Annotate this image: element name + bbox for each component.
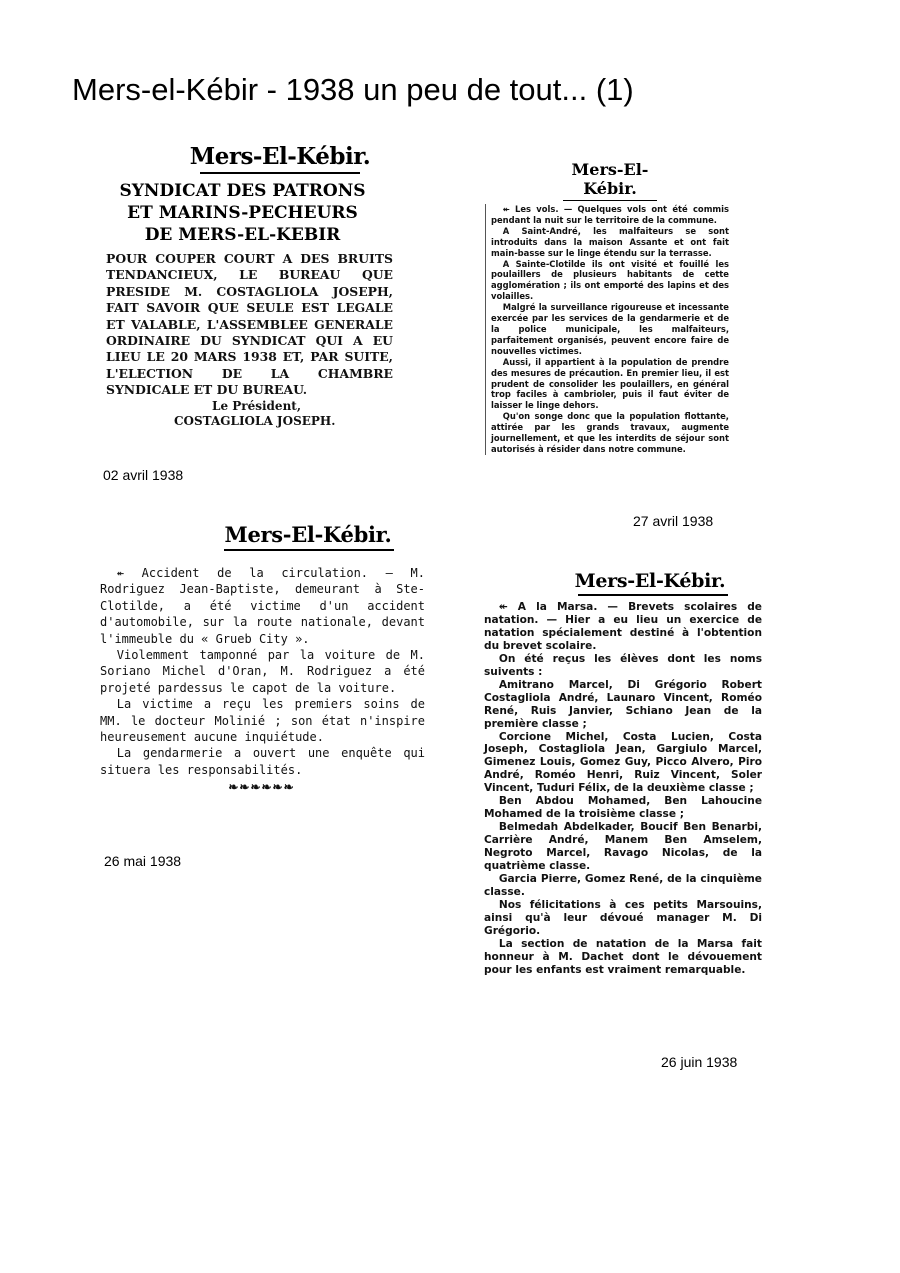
paragraph: Belmedah Abdelkader, Boucif Ben Benarbi, Carrière André, Manem Ben Amselem, Negroto Marcel, Ravago Nicolas, de la quatrième classe. [484,821,762,873]
clipping-header: Mers-El-Kébir. [224,522,392,547]
article-body [98,565,425,778]
paragraph: On été reçus les élèves dont les noms suivents : [484,652,762,678]
paragraph: La victime a reçu les premiers soins de MM. le docteur Molinié ; son état n'inspire heureusement aucune inquiétude. [100,697,425,745]
paragraph: La gendarmerie a ouvert une enquête qui situera les responsabilités. [100,746,425,777]
paragraph: La section de natation de la Marsa fait honneur à M. Dachet dont le dévouement pour les enfants est vraiment remarquable. [484,937,762,976]
clipping-syndicat [90,143,395,429]
paragraph: ↞ A la Marsa. — Brevets scolaires de natation. — Hier a eu lieu un exercice de natation spécialement destiné à l'obtention du brevet scolaire. [484,601,762,652]
paragraph: A Sainte-Clotilde ils ont visité et fouillé les poulaillers de plusieurs habitants de cette agglomération ; ils ont emporté des lapins et des volailles. [491,258,729,302]
header-rule [200,172,360,174]
paragraph: Garcia Pierre, Gomez René, de la cinquième classe. [484,873,762,898]
page-title: Mers-el-Kébir - 1938 un peu de tout... (1) [72,72,634,107]
paragraph: ↞ Accident de la circulation. — M. Rodriguez Jean-Baptiste, demeurant à Ste-Clotilde, a été victime d'un accident d'automobile, sur la route nationale, devant l'immeuble du « Grueb City ». [100,566,425,646]
paragraph: Nos félicitations à ces petits Marsouins, ainsi qu'à leur dévoué manager M. Di Grégorio. [484,898,762,937]
signature-title: Le Président, [212,398,302,413]
paragraph: Amitrano Marcel, Di Grégorio Robert Costagliola André, Launaro Vincent, Roméo René, Ruis Janvier, Schiano Jean de la première classe ; [484,678,762,730]
clipping-accident [98,522,425,795]
notice-body: POUR COUPER COURT A DES BRUITS TENDANCIEUX, LE BUREAU QUE PRESIDE M. COSTAGLIOLA JOSEPH, FAIT SAVOIR QUE SEULE EST LEGALE ET VALABLE, L'ASSEMBLEE GENERALE ORDINAIRE DU SYNDICAT QUI A EU LIEU LE 20 MARS 1938 ET, PAR SUITE, L'ELECTION DE LA CHAMBRE SYNDICALE ET DU BUREAU. [106,251,393,398]
header-rule [578,594,728,596]
header-rule [224,549,394,551]
paragraph: Corcione Michel, Costa Lucien, Costa Joseph, Costagliola Jean, Gargiulo Marcel, Gimenez Louis, Gomez Guy, Picco Alvero, Piro André, Roméo Henri, Ruiz Vincent, Soler Vincent, Tuduri Félix, de la deuxième classe ; [484,730,762,795]
header-rule [563,200,657,201]
paragraph: Qu'on songe donc que la population flottante, attirée par les grands travaux, augmente journellement, et que les interdits de séjour sont autorisés à résider dans notre commune. [491,411,729,454]
clipping-header: Mers-El-Kébir. [574,570,726,592]
clipping-vols [485,160,729,455]
headline-line-2: ET MARINS-PECHEURS [127,203,358,223]
date-label: 26 juin 1938 [661,1054,738,1070]
clipping-marsa [470,570,762,977]
paragraph: Malgré la surveillance rigoureuse et incessante exercée par les services de la gendarmerie et de la police municipale, les malfaiteurs, parfaitement organisés, peuvent encore faire de nouvelles victimes. [491,302,729,356]
date-label: 27 avril 1938 [633,513,714,529]
date-label: 02 avril 1938 [103,467,184,483]
article-body [470,601,762,977]
paragraph: ↞ Les vols. — Quelques vols ont été commis pendant la nuit sur le territoire de la commune. [491,204,729,225]
paragraph: Ben Abdou Mohamed, Ben Lahoucine Mohamed de la troisième classe ; [484,795,762,821]
signature-name: COSTAGLIOLA JOSEPH. [174,413,336,428]
paragraph: A Saint-André, les malfaiteurs se sont introduits dans la maison Assante et ont fait main-basse sur le linge étendu sur la terrasse. [491,225,729,258]
clipping-header: Mers-El-Kébir. [571,160,649,198]
ornament: ❧❧❧❧❧❧ [228,780,295,795]
article-body [485,204,729,455]
date-label: 26 mai 1938 [104,853,182,869]
headline-line-3: DE MERS-EL-KEBIR [144,225,341,245]
paragraph: Violemment tamponné par la voiture de M. Soriano Michel d'Oran, M. Rodriguez a été projeté pardessus le capot de la voiture. [100,648,425,695]
clipping-header: Mers-El-Kébir. [189,143,371,170]
paragraph: Aussi, il appartient à la population de prendre des mesures de précaution. En premier lieu, il est prudent de consolider les poulaillers, en général trop faciles à cambrioler, puis il faut éviter de laisser le linge dehors. [491,356,729,411]
headline-line-1: SYNDICAT DES PATRONS [119,181,366,201]
